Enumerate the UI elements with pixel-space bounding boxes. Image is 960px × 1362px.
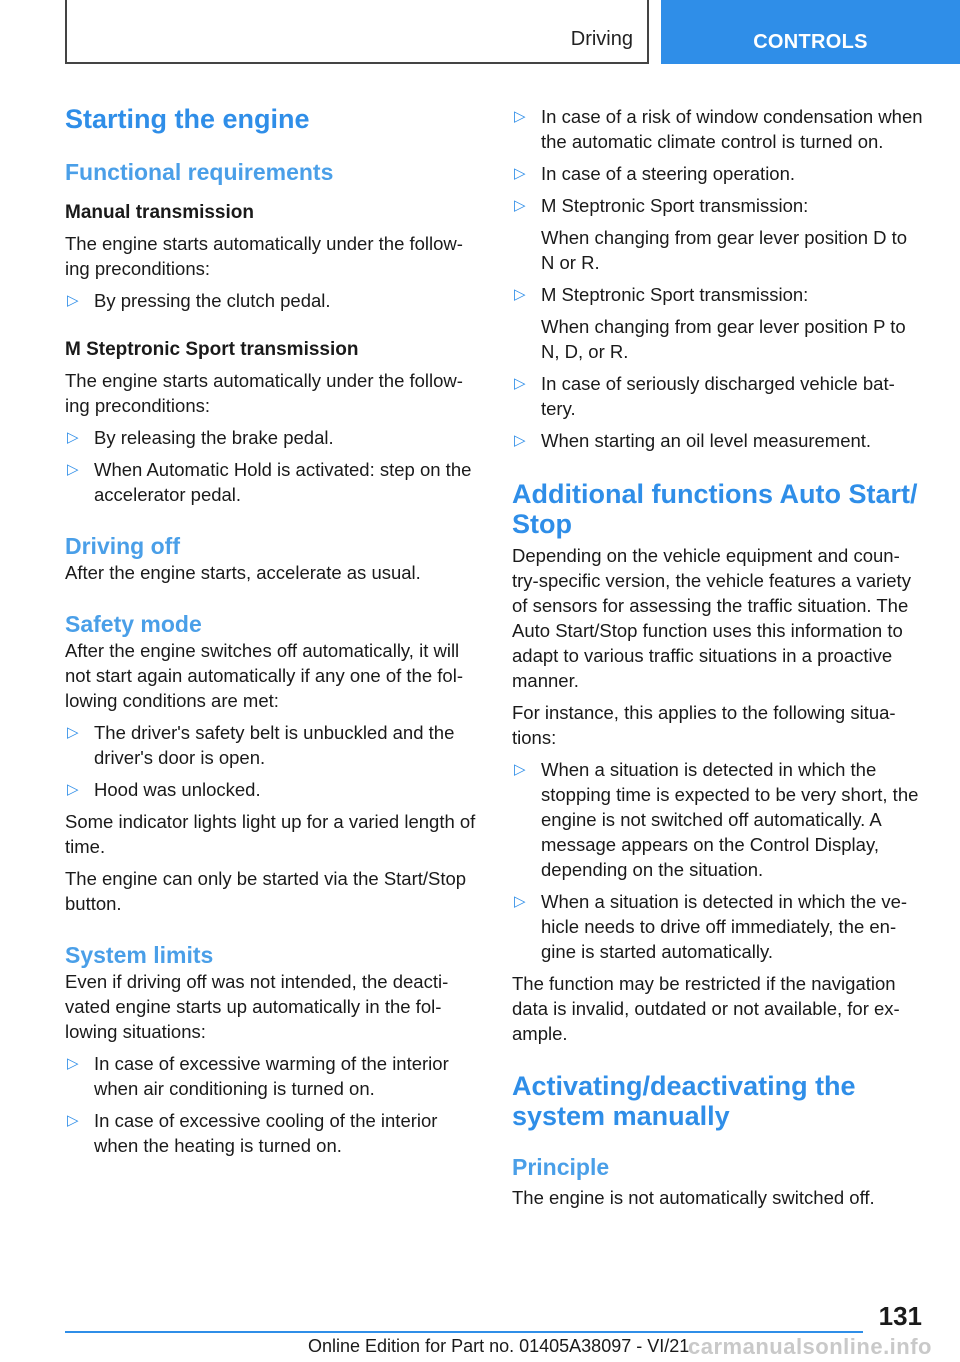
triangle-bullet-icon: ▷ [67, 724, 79, 741]
para-safety-2: Some indicator lights light up for a varied length of time. [65, 811, 476, 857]
triangle-bullet-icon: ▷ [514, 108, 526, 125]
header-chapter-label: CONTROLS [753, 31, 868, 53]
heading-functional-requirements: Functional requirements [65, 159, 334, 185]
heading-additional-functions: Additional functions Auto Start/ Stop [512, 479, 918, 539]
list-item: ▷ In case of excessive cooling of the interior when the heating is turned on. [67, 1110, 438, 1156]
list-additional [512, 757, 924, 964]
list-manual [65, 288, 480, 313]
heading-manual-transmission: Manual transmission [65, 202, 254, 223]
para-steptronic: The engine starts automatically under the follow-ing preconditions: [65, 370, 463, 416]
para-additional-3: The function may be restricted if the navigation data is invalid, outdated or not available, for ex-ample. [512, 973, 900, 1044]
list-item: ▷ The driver's safety belt is unbuckled and the driver's door is open. [67, 722, 455, 768]
list-item: ▷ When starting an oil level measurement. [514, 430, 872, 451]
triangle-bullet-icon: ▷ [67, 1055, 79, 1072]
list-item: ▷ In case of excessive warming of the interior when air conditioning is turned on. [67, 1053, 449, 1099]
heading-activating-deactivating: Activating/deactivating the system manually [512, 1071, 856, 1131]
heading-starting-engine: Starting the engine [65, 104, 310, 134]
list-limits-right [512, 104, 924, 453]
list-item: ▷ In case of seriously discharged vehicle bat-tery. [514, 373, 895, 419]
list-item: ▷ M Steptronic Sport transmission: When changing from gear lever position P to N, D, or R. [514, 284, 906, 362]
footer-edition: Online Edition for Part no. 01405A38097 - VI/21 [308, 1336, 690, 1356]
list-item: ▷ When a situation is detected in which the stopping time is expected to be very short, the engine is not switched off automatically. A message appears on the Control Display, depending on the situation. [514, 759, 919, 880]
page-number: 131 [878, 1301, 922, 1331]
heading-steptronic: M Steptronic Sport transmission [65, 339, 359, 360]
triangle-bullet-icon: ▷ [67, 781, 79, 798]
triangle-bullet-icon: ▷ [514, 761, 526, 778]
list-item: ▷ In case of a risk of window condensation when the automatic climate control is turned on. [514, 106, 923, 152]
list-item: ▷ When Automatic Hold is activated: step on the accelerator pedal. [67, 459, 472, 505]
triangle-bullet-icon: ▷ [514, 286, 526, 303]
heading-system-limits: System limits [65, 942, 214, 968]
para-manual: The engine starts automatically under the follow-ing preconditions: [65, 233, 463, 279]
heading-principle: Principle [512, 1154, 610, 1180]
triangle-bullet-icon: ▷ [514, 165, 526, 182]
list-limits-left [65, 1051, 480, 1158]
para-principle: The engine is not automatically switched off. [512, 1187, 875, 1208]
list-item: ▷ In case of a steering operation. [514, 163, 796, 184]
para-additional-2: For instance, this applies to the following situa-tions: [512, 702, 896, 748]
triangle-bullet-icon: ▷ [514, 432, 526, 449]
triangle-bullet-icon: ▷ [67, 1112, 79, 1129]
triangle-bullet-icon: ▷ [67, 292, 79, 309]
list-safety [65, 720, 480, 802]
triangle-bullet-icon: ▷ [67, 429, 79, 446]
heading-safety-mode: Safety mode [65, 611, 202, 637]
list-item: ▷ When a situation is detected in which the ve-hicle needs to drive off immediately, the en-gine is started automatically. [514, 891, 908, 962]
list-item: ▷ M Steptronic Sport transmission: When changing from gear lever position D to N or R. [514, 195, 908, 273]
para-driving-off: After the engine starts, accelerate as usual. [65, 562, 421, 583]
para-safety-3: The engine can only be started via the Start/Stop button. [65, 868, 467, 914]
heading-driving-off: Driving off [65, 533, 180, 559]
list-item: ▷ Hood was unlocked. [67, 779, 261, 800]
para-limits: Even if driving off was not intended, the deacti-vated engine starts up automatically in the fol-lowing situations: [65, 971, 449, 1042]
footer-divider [65, 1331, 863, 1333]
header-box [65, 0, 649, 64]
list-steptronic [65, 425, 480, 507]
list-item: ▷ By releasing the brake pedal. [67, 427, 334, 448]
para-safety: After the engine switches off automatically, it will not start again automatically if any one of the fol-lowing conditions are met: [65, 640, 463, 711]
right-column [512, 104, 924, 1210]
header-section-title: Driving [570, 28, 633, 50]
list-item: ▷ By pressing the clutch pedal. [67, 290, 331, 311]
header-chapter-tab [661, 0, 960, 64]
triangle-bullet-icon: ▷ [514, 375, 526, 392]
triangle-bullet-icon: ▷ [514, 197, 526, 214]
left-column [65, 96, 480, 1158]
watermark: carmanualsonline.info [688, 1334, 932, 1359]
triangle-bullet-icon: ▷ [67, 461, 79, 478]
triangle-bullet-icon: ▷ [514, 893, 526, 910]
para-additional-1: Depending on the vehicle equipment and coun-try-specific version, the vehicle features a variety of sensors for assessing the traffic situation. The Auto Start/Stop function uses this information to adapt to various traffic situations in a proactive manner. [512, 545, 911, 691]
